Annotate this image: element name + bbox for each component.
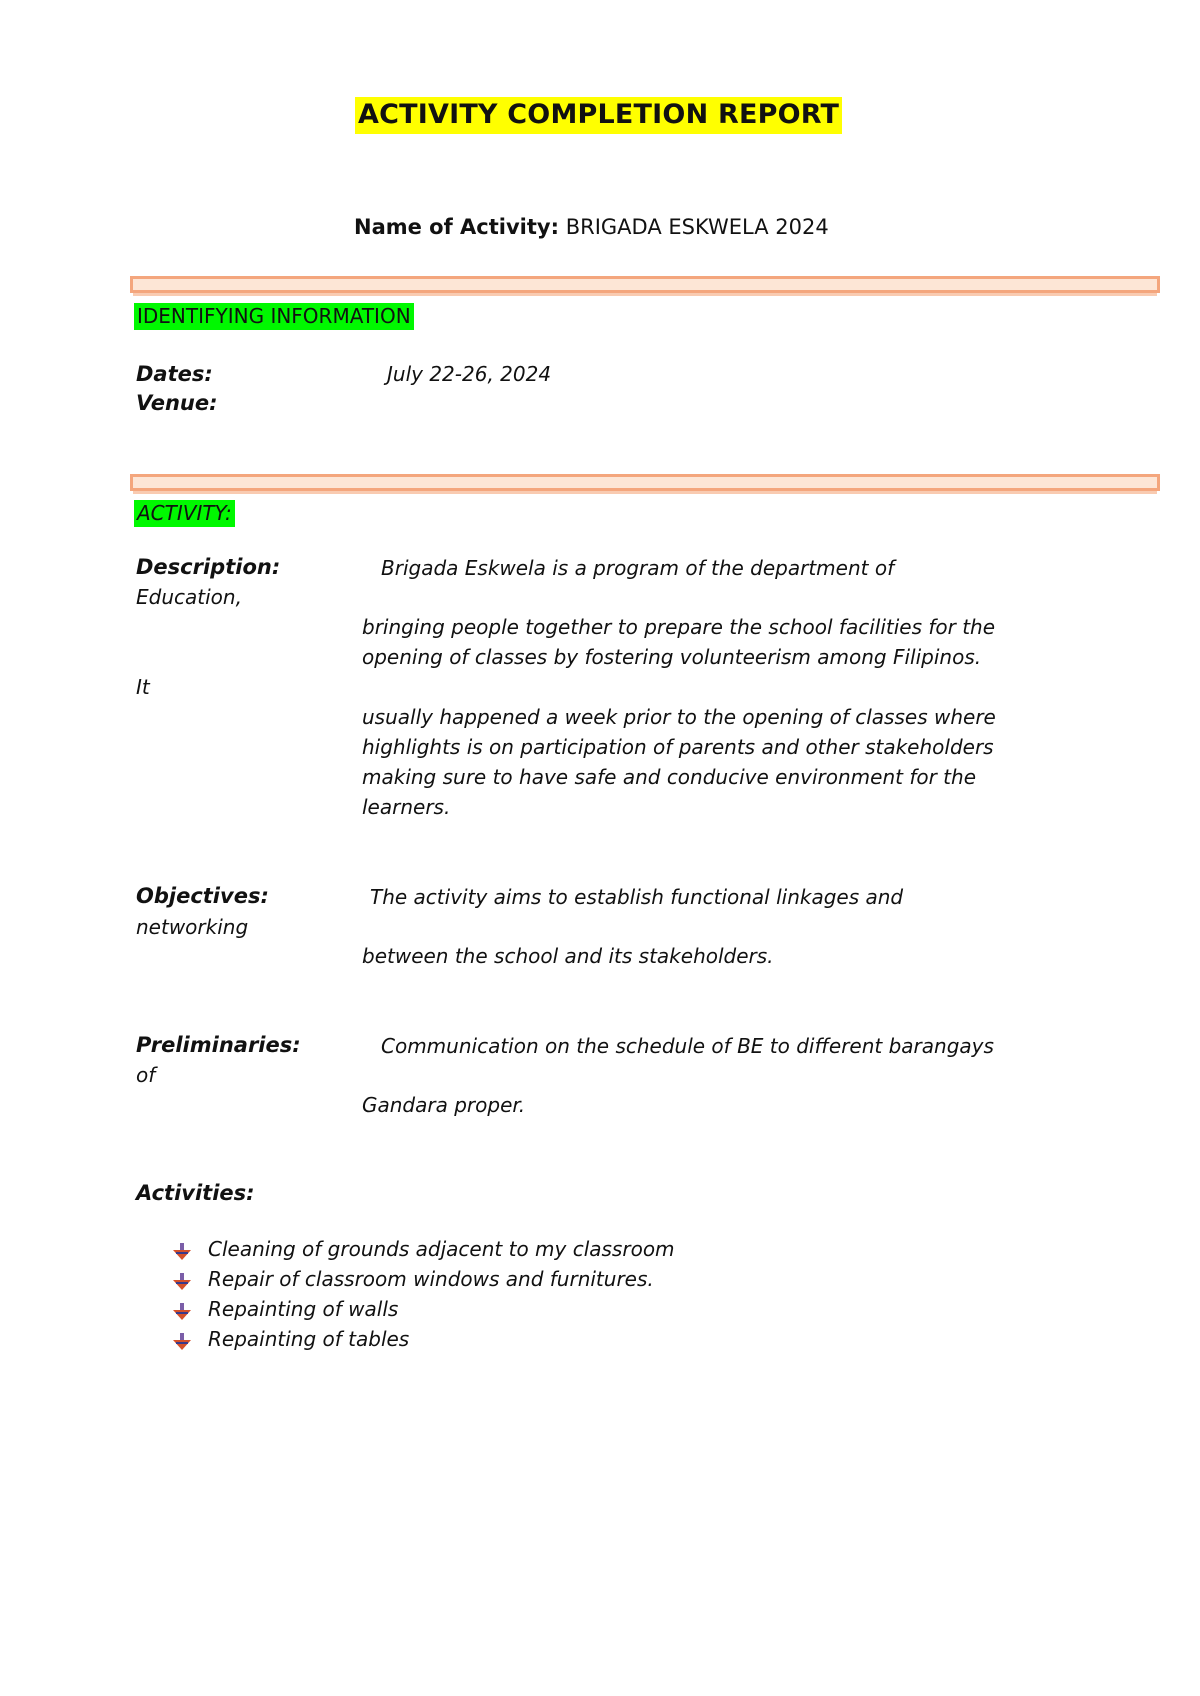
identifying-information-heading: IDENTIFYING INFORMATION — [134, 303, 414, 330]
list-item-text: Repainting of walls — [208, 1297, 399, 1321]
preliminaries-line: Communication on the schedule of BE to different barangays — [381, 1034, 994, 1058]
arrow-bullet-icon — [172, 1243, 192, 1261]
preliminaries-line: of — [136, 1063, 156, 1087]
description-line: Brigada Eskwela is a program of the department of — [381, 556, 895, 580]
description-line: learners. — [362, 795, 451, 819]
preliminaries-line: Gandara proper. — [362, 1093, 526, 1117]
objectives-line: The activity aims to establish functional linkages and — [370, 885, 904, 909]
description-line: bringing people together to prepare the school facilities for the — [362, 615, 996, 639]
description-line: highlights is on participation of parents and other stakeholders — [362, 735, 994, 759]
objectives-line: networking — [136, 915, 249, 939]
description-label: Description: — [136, 555, 281, 579]
name-of-activity — [354, 215, 829, 239]
list-item-text: Cleaning of grounds adjacent to my classroom — [208, 1237, 675, 1261]
arrow-bullet-icon — [172, 1303, 192, 1321]
arrow-bullet-icon — [172, 1273, 192, 1291]
description-line: Education, — [136, 585, 242, 609]
dates-label: Dates: — [136, 362, 213, 386]
section-divider-bar — [130, 474, 1160, 491]
description-line: making sure to have safe and conducive environment for the — [362, 765, 976, 789]
objectives-label: Objectives: — [136, 884, 269, 908]
name-of-activity-value: BRIGADA ESKWELA 2024 — [565, 215, 829, 239]
description-line: opening of classes by fostering volunteerism among Filipinos. — [362, 645, 982, 669]
objectives-line: between the school and its stakeholders. — [362, 944, 774, 968]
arrow-bullet-icon — [172, 1333, 192, 1351]
section-divider-bar — [130, 276, 1160, 293]
dates-value: July 22-26, 2024 — [387, 362, 552, 386]
activities-label: Activities: — [136, 1181, 255, 1205]
activity-heading: ACTIVITY: — [134, 500, 235, 527]
report-title: ACTIVITY COMPLETION REPORT — [355, 97, 842, 134]
list-item-text: Repair of classroom windows and furnitures. — [208, 1267, 654, 1291]
description-line: usually happened a week prior to the opening of classes where — [362, 705, 996, 729]
description-line: It — [136, 675, 150, 699]
name-of-activity-label: Name of Activity: — [354, 215, 560, 239]
venue-label: Venue: — [136, 391, 218, 415]
list-item-text: Repainting of tables — [208, 1327, 410, 1351]
preliminaries-label: Preliminaries: — [136, 1033, 301, 1057]
